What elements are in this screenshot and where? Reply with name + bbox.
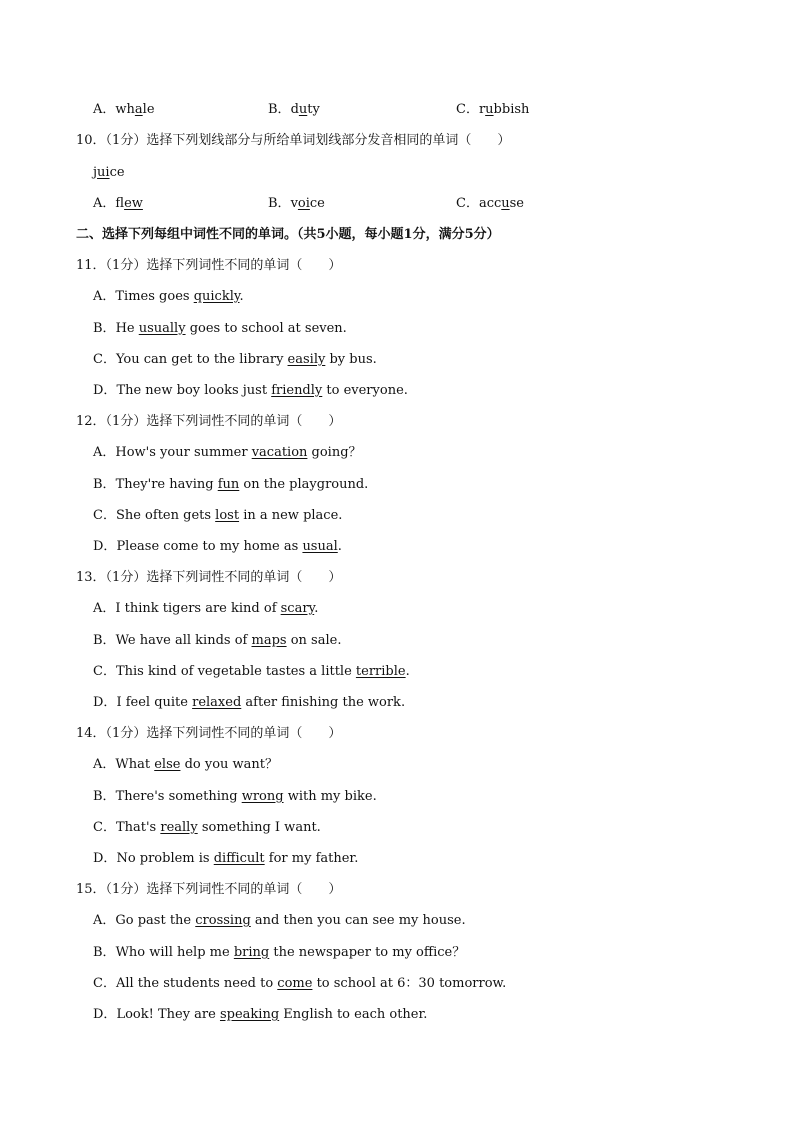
section-2-heading: 二、选择下列每组中词性不同的单词。（共5小题，每小题1分，满分5分）	[76, 227, 500, 242]
q13-option-a: A．I think tigers are kind of scary.	[93, 601, 319, 616]
q14-option-a: A．What else do you want？	[93, 757, 279, 772]
q11-option-b: B．He usually goes to school at seven.	[93, 321, 347, 336]
q11-option-c: C．You can get to the library easily by bus.	[93, 352, 377, 367]
q10-option-c: C．accuse	[456, 196, 525, 211]
q11-option-a: A．Times goes quickly.	[93, 289, 244, 304]
q15-option-d: D．Look! They are speaking English to each other.	[93, 1007, 428, 1022]
q11-stem: 11．（1分）选择下列词性不同的单词（ ）	[76, 258, 342, 273]
q15-option-b: B．Who will help me bring the newspaper to my office？	[93, 945, 466, 960]
q9-option-b: B．duty	[268, 102, 320, 117]
q15-stem: 15．（1分）选择下列词性不同的单词（ ）	[76, 882, 342, 897]
q14-stem: 14．（1分）选择下列词性不同的单词（ ）	[76, 726, 342, 741]
q12-option-d: D．Please come to my home as usual.	[93, 539, 342, 554]
q13-option-c: C．This kind of vegetable tastes a little terrible.	[93, 664, 410, 679]
q10-given-word: juice	[93, 165, 125, 180]
q9-option-a: A．whale	[93, 102, 155, 117]
q10-option-a: A．flew	[93, 196, 143, 211]
q15-option-a: A．Go past the crossing and then you can see my house.	[93, 913, 466, 928]
q12-stem: 12．（1分）选择下列词性不同的单词（ ）	[76, 414, 342, 429]
q14-option-c: C．That's really something I want.	[93, 820, 321, 835]
q11-option-d: D．The new boy looks just friendly to everyone.	[93, 383, 408, 398]
q15-option-c: C．All the students need to come to school at 6：30 tomorrow.	[93, 976, 507, 991]
q13-option-b: B．We have all kinds of maps on sale.	[93, 633, 342, 648]
q14-option-b: B．There's something wrong with my bike.	[93, 789, 377, 804]
q10-option-b: B．voice	[268, 196, 325, 211]
q9-option-c: C．rubbish	[456, 102, 530, 117]
q10-stem: 10．（1分）选择下列划线部分与所给单词划线部分发音相同的单词（ ）	[76, 133, 511, 148]
q12-option-b: B．They're having fun on the playground.	[93, 477, 369, 492]
q12-option-c: C．She often gets lost in a new place.	[93, 508, 343, 523]
q13-stem: 13．（1分）选择下列词性不同的单词（ ）	[76, 570, 342, 585]
q14-option-d: D．No problem is difficult for my father.	[93, 851, 359, 866]
q13-option-d: D．I feel quite relaxed after finishing the work.	[93, 695, 406, 710]
q12-option-a: A．How's your summer vacation going？	[93, 445, 362, 460]
